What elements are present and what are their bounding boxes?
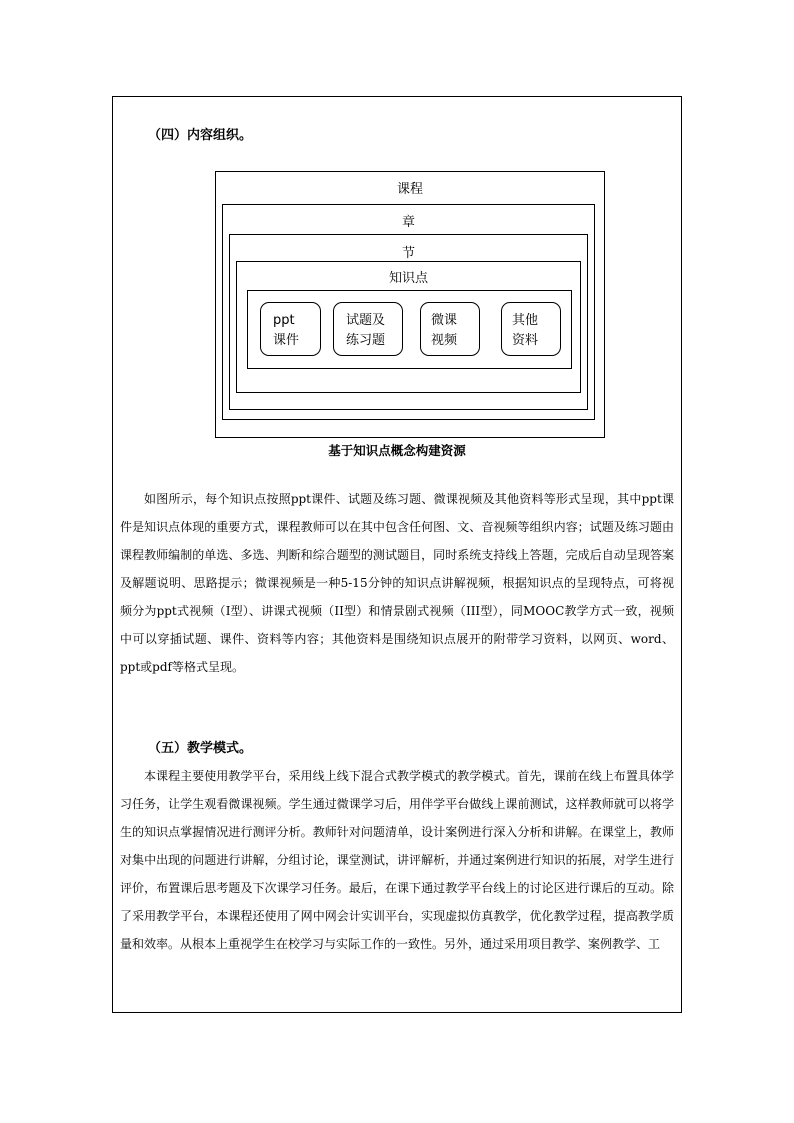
ppt-courseware-item — [260, 302, 321, 356]
micro-video-item — [420, 302, 480, 356]
chapter-label: 章 — [401, 215, 415, 230]
paragraph-content-organization: 如图所示，每个知识点按照ppt课件、试题及练习题、微课视频及其他资料等形式呈现，其中ppt课件是知识点体现的重要方式，课程教师可以在其中包含任何图、文、音视频等组织内容；试题及练习题由课程教师编制的单选、多选、判断和综合题型的测试题目，同时系统支持线上答题，完成后自动呈现答案及解题说明、思路提示；微课视频是一种5-15分钟的知识点讲解视频，根据知识点的呈现特点，可将视频分为ppt式视频（I型）、讲课式视频（II型）和情景剧式视频（III型），同MOOC教学方式一致，视频中可以穿插试题、课件、资料等内容；其他资料是围绕知识点展开的附带学习资料，以网页、word、ppt或pdf等格式呈现。 — [120, 492, 674, 674]
section-4-title: （四）内容组织。 — [148, 128, 253, 143]
knowledge-point-label: 知识点 — [388, 271, 428, 286]
paragraph-teaching-mode: 本课程主要使用教学平台，采用线上线下混合式教学模式的教学模式。首先，课前在线上布置具体学习任务，让学生观看微课视频。学生通过微课学习后，用伴学平台做线上课前测试，这样教师就可以将学生的知识点掌握情况进行测评分析。教师针对问题清单，设计案例进行深入分析和讲解。在课堂上，教师对集中出现的问题进行讲解，分组讨论，课堂测试，讲评解析，并通过案例进行知识的拓展，对学生进行评价，布置课后思考题及下次课学习任务。最后，在课下通过教学平台线上的讨论区进行课后的互动。除了采用教学平台，本课程还使用了网中网会计实训平台，实现虚拟仿真教学，优化教学过程，提高教学质量和效率。从根本上重视学生在校学习与实际工作的一致性。另外，通过采用项目教学、案例教学、工 — [120, 769, 674, 951]
course-label: 课程 — [396, 182, 423, 197]
item-line2: 课件 — [273, 333, 300, 348]
item-line2: 视频 — [431, 333, 458, 348]
section-5-title: （五）教学模式。 — [148, 741, 253, 756]
figure-caption: 基于知识点概念构建资源 — [328, 443, 466, 458]
item-line2: 练习题 — [346, 333, 386, 348]
other-materials-item — [501, 302, 561, 356]
exercises-item — [333, 302, 403, 356]
item-line1: 试题及 — [346, 313, 386, 328]
item-line1: ppt — [273, 313, 295, 328]
item-line1: 其他 — [512, 313, 539, 328]
item-line2: 资料 — [512, 333, 539, 348]
section-label: 节 — [401, 246, 415, 261]
item-line1: 微课 — [431, 313, 458, 328]
